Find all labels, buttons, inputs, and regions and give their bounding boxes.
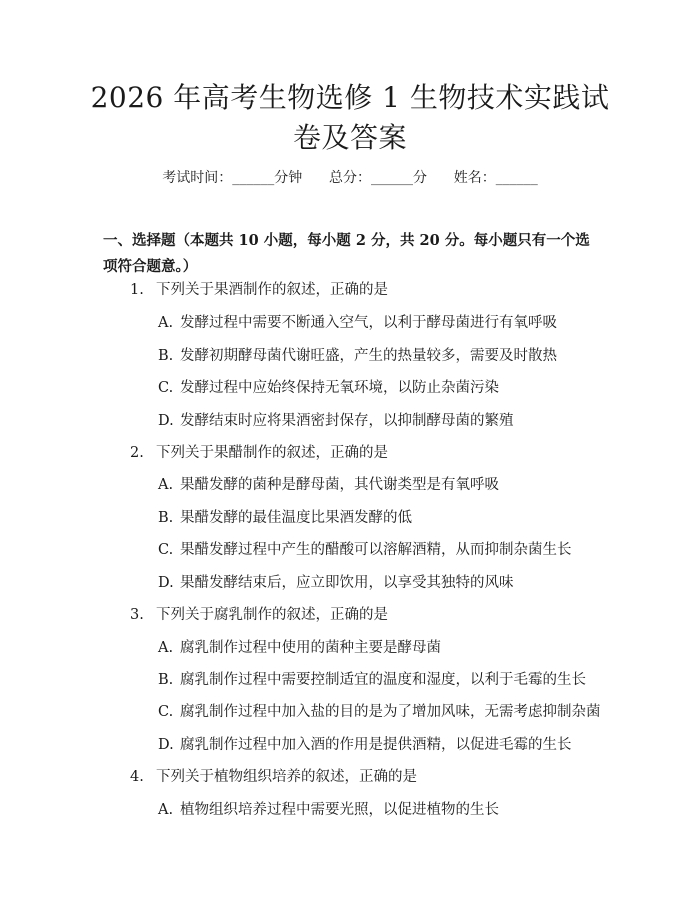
question-number: 3. <box>130 607 144 623</box>
page-title: 2026 年高考生物选修 1 生物技术实践试卷及答案 <box>90 81 610 154</box>
option-text: 发酵过程中需要不断通入空气，以利于酵母菌进行有氧呼吸 <box>180 315 557 331</box>
option-2c <box>158 540 572 560</box>
option-letter: D. <box>158 737 174 753</box>
option-text: 果醋发酵结束后，应立即饮用，以享受其独特的风味 <box>180 575 514 591</box>
option-letter: B. <box>158 510 174 526</box>
option-text: 果醋发酵的菌种是酵母菌，其代谢类型是有氧呼吸 <box>180 477 499 493</box>
option-letter: A. <box>158 315 174 331</box>
option-text: 发酵过程中应始终保持无氧环境，以防止杂菌污染 <box>180 380 499 396</box>
question-number: 1. <box>130 282 144 298</box>
option-letter: A. <box>158 640 174 656</box>
question-2 <box>130 443 388 463</box>
option-3a <box>158 638 441 658</box>
question-stem: 下列关于植物组织培养的叙述，正确的是 <box>156 769 417 785</box>
option-text: 腐乳制作过程中加入盐的目的是为了增加风味，无需考虑抑制杂菌 <box>180 704 601 720</box>
option-letter: C. <box>158 704 174 720</box>
option-4a <box>158 800 499 820</box>
option-letter: B. <box>158 672 174 688</box>
exam-info-line: 考试时间：______分钟 总分：______分 姓名：______ <box>162 170 538 186</box>
option-3c <box>158 702 601 722</box>
option-1d <box>158 411 514 431</box>
option-1a <box>158 313 557 333</box>
option-letter: D. <box>158 575 174 591</box>
question-stem: 下列关于果酒制作的叙述，正确的是 <box>156 282 388 298</box>
option-2a <box>158 475 499 495</box>
question-number: 4. <box>130 769 144 785</box>
option-2b <box>158 508 412 528</box>
option-2d <box>158 573 514 593</box>
option-letter: D. <box>158 413 174 429</box>
question-4 <box>130 767 417 787</box>
question-3 <box>130 605 388 625</box>
option-text: 植物组织培养过程中需要光照，以促进植物的生长 <box>180 802 499 818</box>
question-1 <box>130 280 388 300</box>
option-letter: B. <box>158 348 174 364</box>
option-3b <box>158 670 586 690</box>
option-letter: C. <box>158 542 174 558</box>
question-stem: 下列关于果醋制作的叙述，正确的是 <box>156 445 388 461</box>
option-text: 腐乳制作过程中需要控制适宜的温度和湿度，以利于毛霉的生长 <box>180 672 586 688</box>
option-1c <box>158 378 499 398</box>
option-text: 腐乳制作过程中加入酒的作用是提供酒精，以促进毛霉的生长 <box>180 737 572 753</box>
section-heading: 一、选择题（本题共 10 小题，每小题 2 分，共 20 分。每小题只有一个选项符合题意。） <box>103 232 590 275</box>
option-letter: A. <box>158 477 174 493</box>
option-1b <box>158 346 557 366</box>
question-number: 2. <box>130 445 144 461</box>
option-text: 果醋发酵过程中产生的醋酸可以溶解酒精，从而抑制杂菌生长 <box>180 542 572 558</box>
option-text: 发酵初期酵母菌代谢旺盛，产生的热量较多，需要及时散热 <box>180 348 557 364</box>
option-text: 发酵结束时应将果酒密封保存，以抑制酵母菌的繁殖 <box>180 413 514 429</box>
option-text: 果醋发酵的最佳温度比果酒发酵的低 <box>180 510 412 526</box>
option-3d <box>158 735 572 755</box>
question-stem: 下列关于腐乳制作的叙述，正确的是 <box>156 607 388 623</box>
option-text: 腐乳制作过程中使用的菌种主要是酵母菌 <box>180 640 441 656</box>
option-letter: A. <box>158 802 174 818</box>
option-letter: C. <box>158 380 174 396</box>
